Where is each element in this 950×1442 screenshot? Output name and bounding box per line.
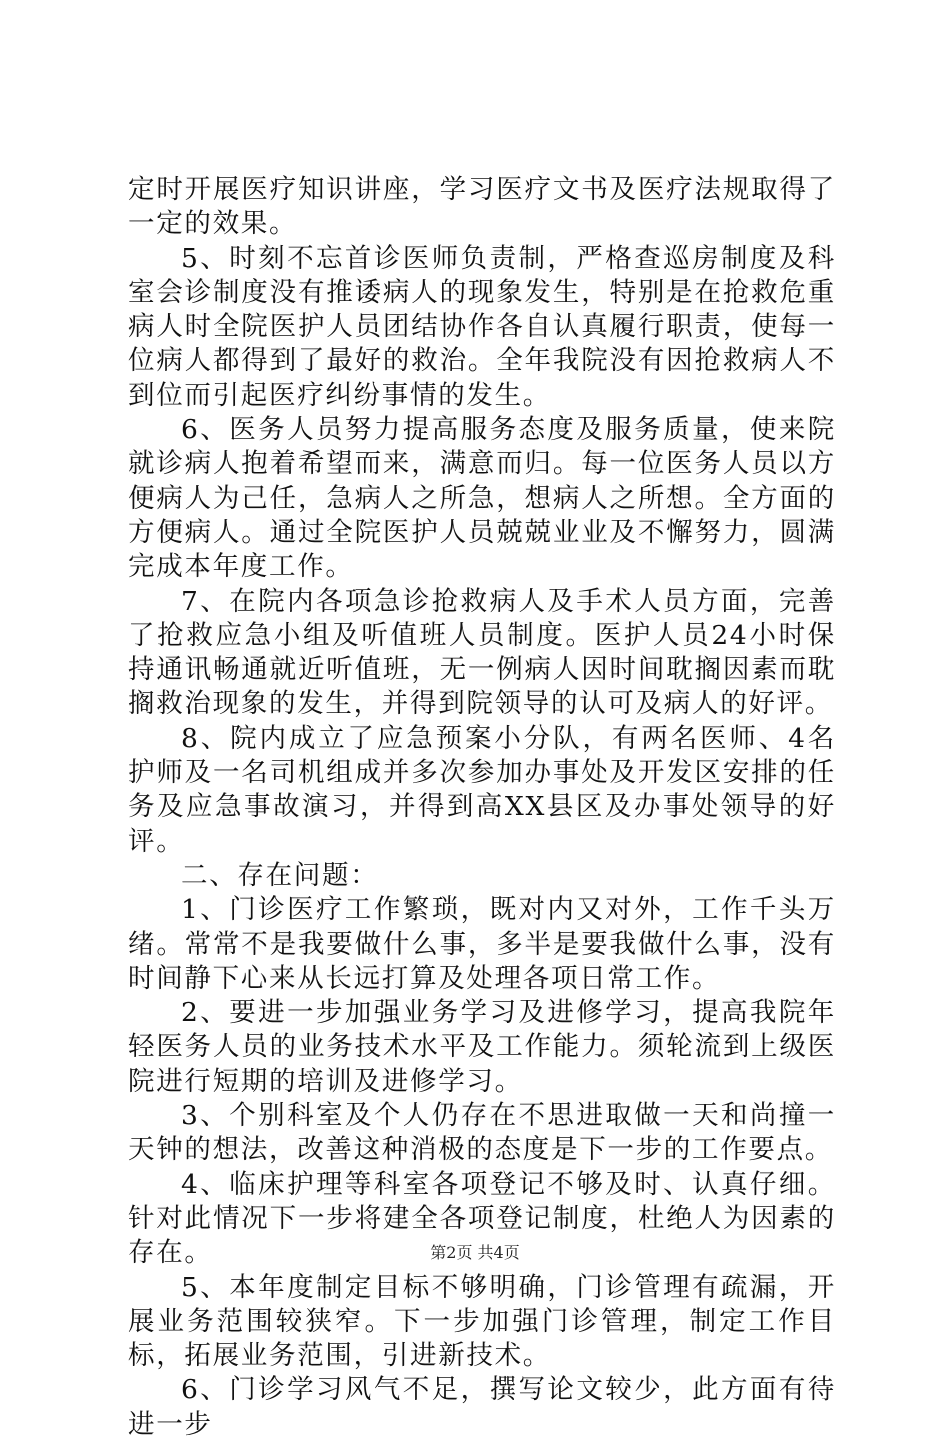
paragraph: 定时开展医疗知识讲座，学习医疗文书及医疗法规取得了一定的效果。 [128, 174, 836, 240]
paragraph: 6、门诊学习风气不足，撰写论文较少，此方面有待进一步 [128, 1374, 836, 1440]
page-footer: 第2页 共4页 [430, 1243, 520, 1262]
paragraph: 1、门诊医疗工作繁琐，既对内又对外，工作千头万绪。常常不是我要做什么事，多半是要我做什么事，没有时间静下心来从长远打算及处理各项日常工作。 [128, 894, 836, 994]
paragraph: 4、临床护理等科室各项登记不够及时、认真仔细。针对此情况下一步将建全各项登记制度，杜绝人为因素的存在。 [128, 1168, 836, 1269]
paragraph: 5、本年度制定目标不够明确，门诊管理有疏漏，开展业务范围较狭窄。下一步加强门诊管理，制定工作目标，拓展业务范围，引进新技术。 [128, 1271, 836, 1372]
paragraph: 3、个别科室及个人仍存在不思进取做一天和尚撞一天钟的想法，改善这种消极的态度是下一步的工作要点。 [128, 1100, 836, 1166]
paragraph: 5、时刻不忘首诊医师负责制，严格查巡房制度及科室会诊制度没有推诿病人的现象发生，特别是在抢救危重病人时全院医护人员团结协作各自认真履行职责，使每一位病人都得到了最好的救治。全年我院没有因抢救病人不到位而引起医疗纠纷事情的发生。 [128, 242, 836, 411]
paragraph: 2、要进一步加强业务学习及进修学习，提高我院年轻医务人员的业务技术水平及工作能力。须轮流到上级医院进行短期的培训及进修学习。 [128, 997, 836, 1097]
paragraph: 8、院内成立了应急预案小分队，有两名医师、4名护师及一名司机组成并多次参加办事处及开发区安排的任务及应急事故演习，并得到高XX县区及办事处领导的好评。 [128, 722, 836, 857]
paragraph: 6、医务人员努力提高服务态度及服务质量，使来院就诊病人抱着希望而来，满意而归。每一位医务人员以方便病人为己任，急病人之所急，想病人之所想。全方面的方便病人。通过全院医护人员兢兢业业及不懈努力，圆满完成本年度工作。 [128, 414, 836, 583]
section-heading: 二、存在问题： [181, 859, 379, 891]
paragraph: 7、在院内各项急诊抢救病人及手术人员方面，完善了抢救应急小组及听值班人员制度。医护人员24小时保持通讯畅通就近听值班，无一例病人因时间耽搁因素而耽搁救治现象的发生，并得到院领导的认可及病人的好评。 [128, 585, 836, 720]
